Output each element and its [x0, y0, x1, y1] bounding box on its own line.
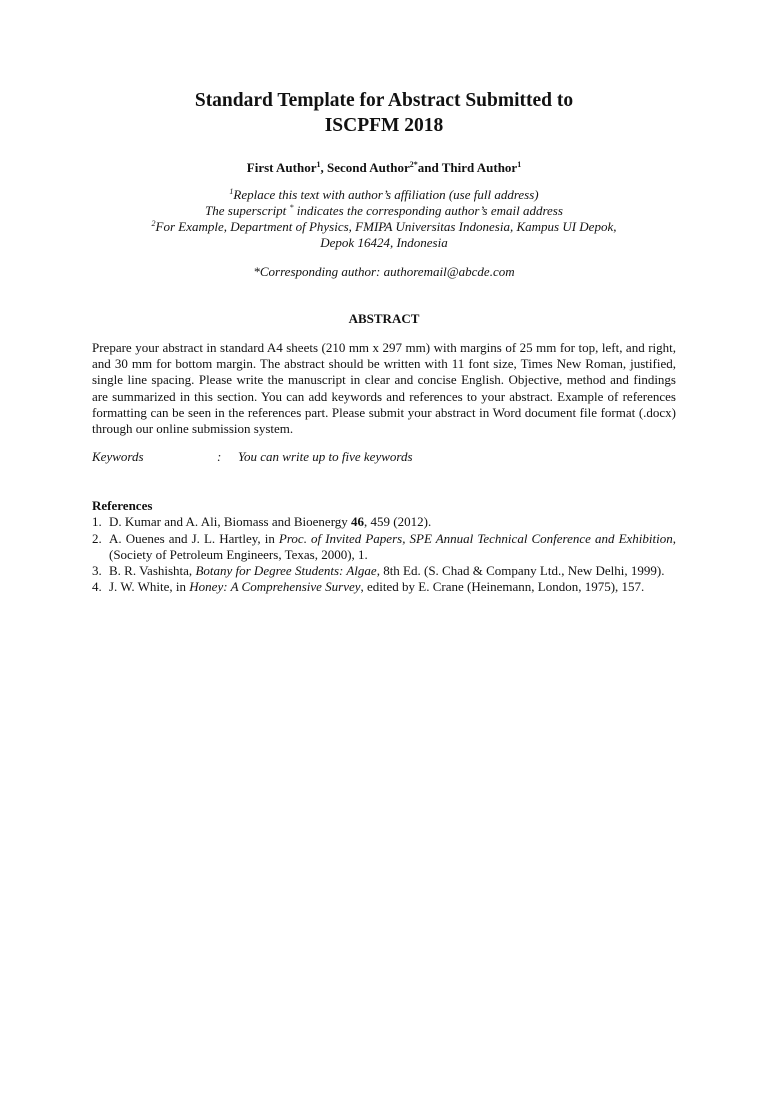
- affiliation-text: The superscript: [205, 203, 290, 218]
- affiliations: [92, 187, 676, 251]
- reference-number: 2.: [92, 530, 102, 546]
- keywords-label: Keywords: [92, 449, 144, 465]
- reference-text: B. R. Vashishta,: [109, 563, 196, 579]
- affiliation-sup: *: [289, 203, 294, 212]
- keywords-separator: :: [217, 449, 222, 465]
- affiliation-text: For Example, Department of Physics, FMIPA Universitas Indonesia, Kampus UI Depok,: [155, 219, 617, 234]
- affiliation-sup: 2: [151, 219, 156, 228]
- affiliation-text: Replace this text with author’s affiliation (use full address): [233, 187, 539, 202]
- reference-item: [92, 579, 676, 595]
- reference-source: Honey: A Comprehensive Survey: [189, 579, 361, 595]
- keywords-row: [92, 449, 676, 465]
- author-2: Second Author: [327, 160, 410, 175]
- reference-item: [92, 514, 676, 530]
- abstract-body: Prepare your abstract in standard A4 sheets (210 mm x 297 mm) with margins of 25 mm for top, left, and right, and 30 mm for bottom margin. The abstract should be written with 11 font size, Times New Roman, justified, single line spacing. Please write the manuscript in clear and concise English. Objective, method and findings are summarized in this section. You can add keywords and references to your abstract. Example of references formatting can be seen in the references part. Please submit your abstract in Word document file format (.docx) through our online submission system.: [92, 340, 676, 437]
- reference-text: A. Ouenes and J. L. Hartley, in: [109, 530, 279, 546]
- reference-volume: 46: [351, 514, 365, 530]
- title-line-2: ISCPFM 2018: [324, 115, 444, 136]
- reference-number: 3.: [92, 563, 102, 579]
- corresponding-author: *Corresponding author: authoremail@abcde.com: [253, 264, 515, 279]
- author-separator: and: [417, 160, 442, 175]
- affiliation-text: indicates the corresponding author’s email address: [293, 203, 563, 218]
- reference-source: Botany for Degree Students: Algae: [195, 563, 377, 579]
- paper-title: [92, 88, 676, 138]
- author-3: Third Author: [441, 160, 518, 175]
- reference-item: [92, 563, 676, 579]
- affiliation-sup: 1: [229, 187, 234, 196]
- author-2-affil-sup: 2*: [409, 160, 418, 169]
- reference-text: , 459 (2012).: [364, 514, 432, 530]
- affiliation-line: [92, 203, 676, 219]
- author-list: [92, 160, 676, 176]
- reference-number: 1.: [92, 514, 102, 530]
- author-1-affil-sup: 1: [316, 160, 321, 169]
- reference-text: , edited by E. Crane (Heinemann, London, 1975), 157.: [360, 579, 645, 595]
- reference-text: , (Society of Petroleum Engineers, Texas, 2000), 1.: [109, 530, 676, 562]
- affiliation-line: [92, 187, 676, 203]
- affiliation-line: [92, 219, 676, 235]
- references-list: [92, 514, 676, 595]
- reference-text: , 8th Ed. (S. Chad & Company Ltd., New Delhi, 1999).: [376, 563, 665, 579]
- references-heading: References: [92, 498, 153, 514]
- affiliation-line: Depok 16424, Indonesia: [320, 235, 448, 250]
- author-1: First Author: [246, 160, 317, 175]
- document-page: [0, 88, 768, 1112]
- title-line-1: Standard Template for Abstract Submitted to: [194, 90, 574, 111]
- reference-text: J. W. White, in: [109, 579, 190, 595]
- reference-source: Proc. of Invited Papers, SPE Annual Technical Conference and Exhibition: [278, 530, 673, 546]
- reference-text: D. Kumar and A. Ali, Biomass and Bioenergy: [109, 514, 352, 530]
- author-separator: ,: [320, 160, 327, 175]
- abstract-heading: ABSTRACT: [348, 311, 420, 326]
- reference-item: [92, 531, 676, 564]
- keywords-value: You can write up to five keywords: [238, 449, 413, 465]
- author-3-affil-sup: 1: [517, 160, 522, 169]
- reference-number: 4.: [92, 579, 102, 595]
